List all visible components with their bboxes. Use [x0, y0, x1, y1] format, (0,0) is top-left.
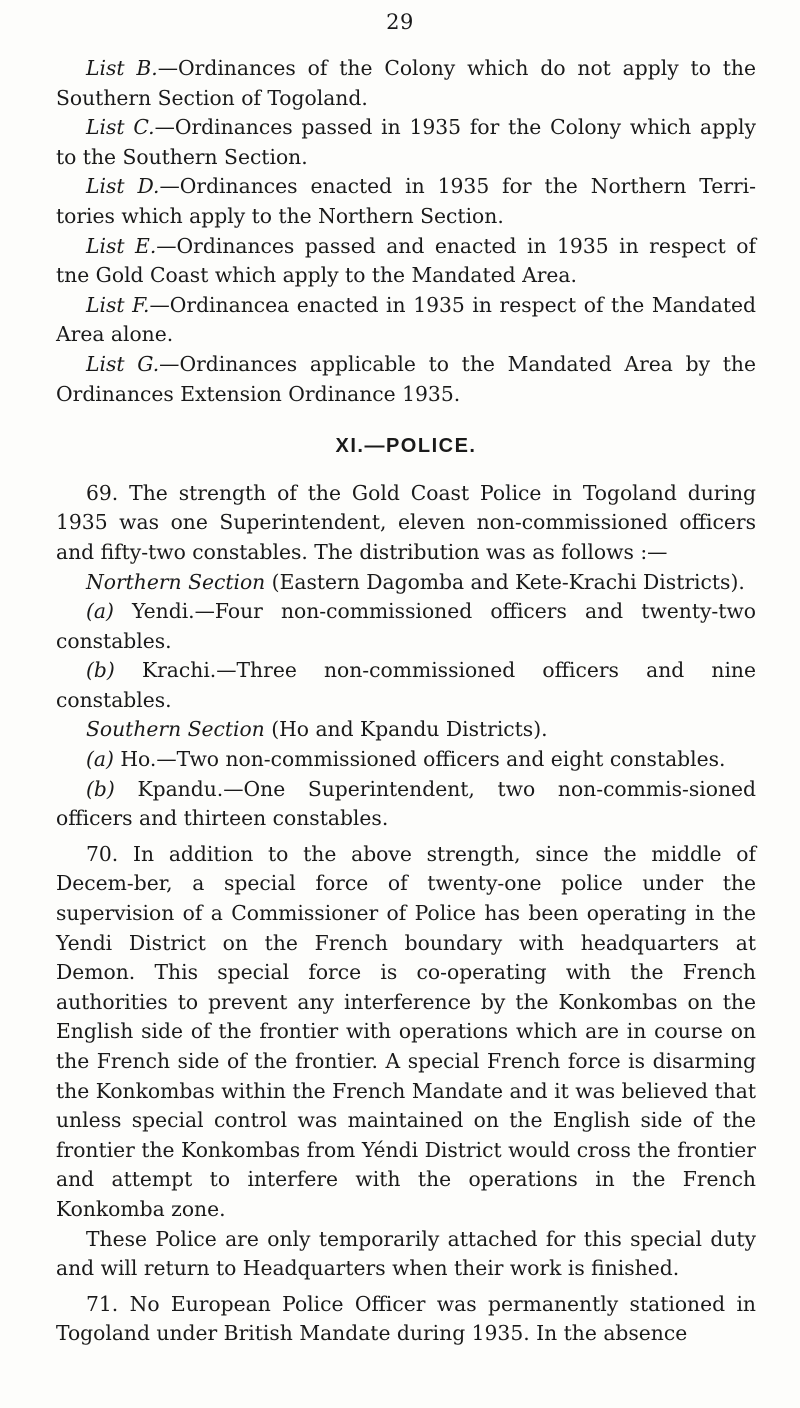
list-text: —Ordinances of the Colony which do not apply to the Southern Section of Togoland. [56, 56, 756, 110]
list-e-entry [56, 232, 756, 291]
list-text: —Ordinances enacted in 1935 for the Northern Terri-tories which apply to the Northern Section. [56, 174, 756, 228]
northern-section-districts: (Eastern Dagomba and Kete-Krachi Districts). [265, 569, 745, 594]
list-c-entry [56, 113, 756, 172]
item-mark: (b) [86, 658, 115, 683]
paragraph-70: 70. In addition to the above strength, since the middle of Decem-ber, a special force of twenty-one police under the supervision of a Commissioner of Police has been operating in the Yendi District on the French boundary with headquarters at Demon. This special force is co-operating with the French authorities to prevent any interference by the Konkombas on the English side of the frontier with operations which are in course on the French side of the frontier. A special French force is disarming the Konkombas within the French Mandate and it was believed that unless special control was maintained on the English side of the frontier the Konkombas from Yéndi District would cross the frontier and attempt to interfere with the operations in the French Konkomba zone. [56, 841, 756, 1221]
list-text: —Ordinancea enacted in 1935 in respect of the Mandated Area alone. [56, 292, 756, 347]
paragraph-70-continuation: These Police are only temporarily attached for this special duty and will return to Headquarters when their work is finished. [56, 1226, 756, 1281]
item-mark: (a) [86, 747, 114, 772]
southern-section-line [56, 715, 756, 745]
item-mark: (b) [86, 776, 115, 801]
list-label: List E. [86, 233, 157, 258]
southern-item-a [56, 745, 756, 775]
paragraph-69-intro: 69. The strength of the Gold Coast Police in Togoland during 1935 was one Superintendent, eleven non-commissioned officers and fifty-two constables. The distribution was as follows :— [56, 480, 756, 564]
item-text: Ho.—Two non-commissioned officers and eight constables. [113, 747, 726, 772]
list-label: List F. [86, 292, 150, 317]
section-heading: XI.—POLICE. [335, 435, 477, 458]
list-f-entry [56, 291, 756, 350]
list-text: —Ordinances passed in 1935 for the Colony which apply to the Southern Section. [56, 115, 756, 169]
list-text: —Ordinances passed and enacted in 1935 in respect of tne Gold Coast which apply to the Mandated Area. [56, 233, 756, 288]
southern-section-districts: (Ho and Kpandu Districts). [264, 717, 548, 742]
body-text [56, 54, 756, 1349]
paragraph-71: 71. No European Police Officer was permanently stationed in Togoland under British Mandate during 1935. In the absence [56, 1291, 756, 1346]
list-label: List G. [86, 351, 160, 376]
item-text: Kpandu.—One Superintendent, two non-commis-sioned officers and thirteen constables. [56, 776, 756, 831]
northern-section-label: Northern Section [86, 569, 266, 594]
page-number: 29 [386, 10, 414, 34]
list-g-entry [56, 350, 756, 409]
list-d-entry [56, 172, 756, 231]
list-b-entry [56, 54, 756, 113]
list-label: List D. [86, 174, 160, 199]
southern-item-b [56, 775, 756, 834]
item-mark: (a) [86, 599, 114, 624]
northern-section-line [56, 568, 756, 598]
list-label: List B. [86, 56, 158, 80]
southern-section-label: Southern Section [86, 717, 265, 742]
item-text: Krachi.—Three non-commissioned officers and nine constables. [56, 658, 756, 712]
item-text: Yendi.—Four non-commissioned officers and twenty-two constables. [56, 599, 756, 653]
list-text: —Ordinances applicable to the Mandated Area by the Ordinances Extension Ordinance 1935. [56, 351, 756, 406]
northern-item-a [56, 597, 756, 656]
list-label: List C. [86, 115, 155, 140]
northern-item-b [56, 656, 756, 715]
